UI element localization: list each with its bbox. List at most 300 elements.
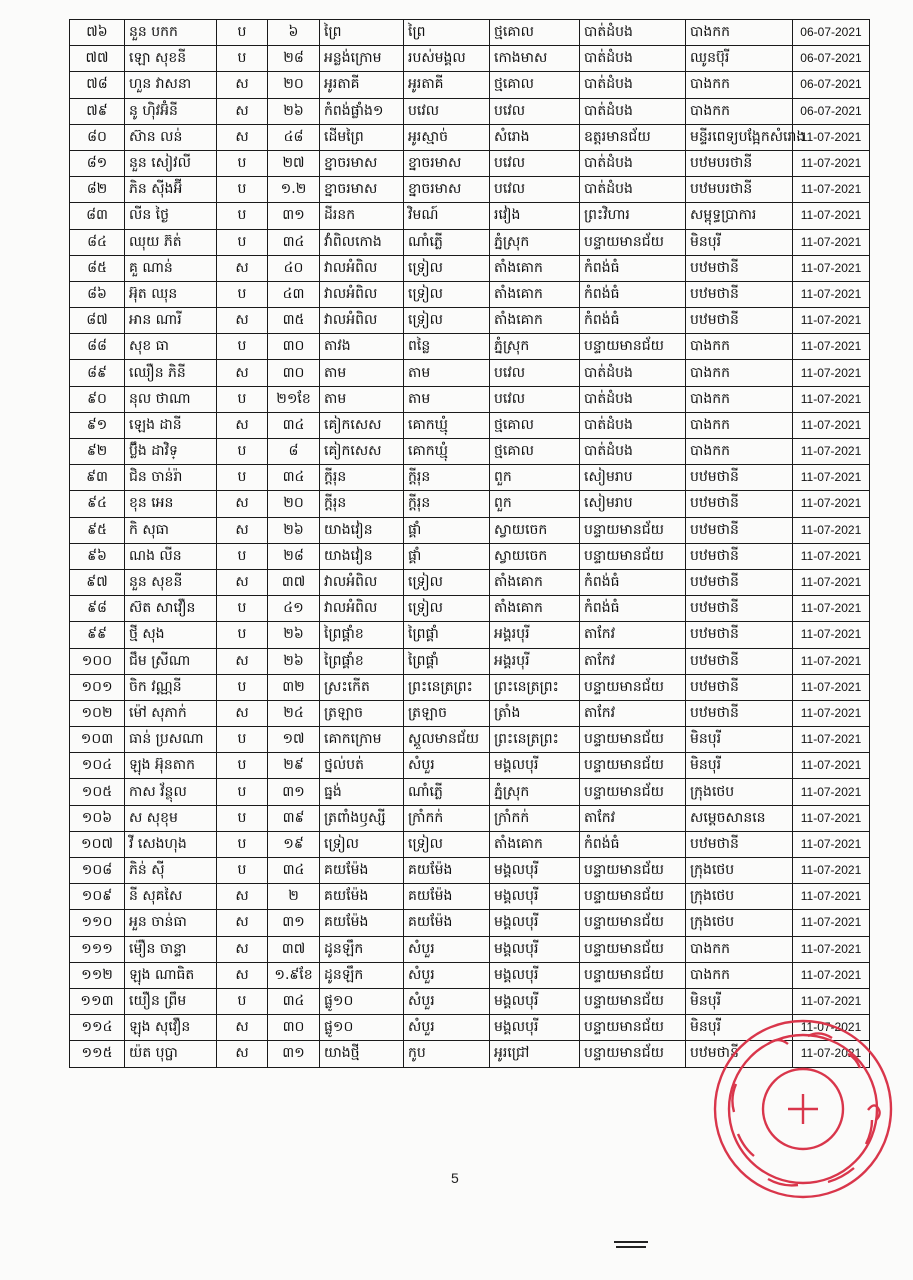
cell-sex: ប — [217, 753, 268, 779]
cell-province: កំពង់ធំ — [580, 831, 686, 857]
cell-commune: គោកឃ្មុំ — [404, 412, 490, 438]
cell-no: ៩៧ — [70, 569, 125, 595]
cell-age: ៣១ — [268, 1041, 320, 1067]
cell-health-center: ក្រុងថេប — [686, 779, 793, 805]
cell-village: វាលអំពិល — [320, 596, 404, 622]
cell-province: បន្ទាយមានជ័យ — [580, 858, 686, 884]
cell-age: ៣៥ — [268, 308, 320, 334]
cell-no: ៩៤ — [70, 491, 125, 517]
cell-village: ដីរនក — [320, 203, 404, 229]
cell-province: បន្ទាយមានជ័យ — [580, 779, 686, 805]
cell-district: មង្គលបុរី — [490, 858, 580, 884]
cell-district: ពួក — [490, 465, 580, 491]
cell-district: តាំងគោក — [490, 281, 580, 307]
cell-age: ២៧ — [268, 150, 320, 176]
cell-date: 11-07-2021 — [793, 988, 870, 1014]
cell-sex: ស — [217, 910, 268, 936]
cell-name: ភិន ស៊ីងអ៊ី — [125, 177, 217, 203]
cell-health-center: បឋមថានី — [686, 831, 793, 857]
cell-health-center: បាងកក — [686, 439, 793, 465]
cell-district: តាំងគោក — [490, 308, 580, 334]
cell-sex: ប — [217, 334, 268, 360]
cell-no: ៨៣ — [70, 203, 125, 229]
cell-health-center: បឋមថានី — [686, 281, 793, 307]
cell-district: កោងមាស — [490, 46, 580, 72]
cell-district: ថ្មគោល — [490, 72, 580, 98]
cell-district: ថ្មគោល — [490, 412, 580, 438]
cell-no: ៨១ — [70, 150, 125, 176]
cell-province: បាត់ដំបង — [580, 177, 686, 203]
cell-health-center: ឈូនប៊ុរី — [686, 46, 793, 72]
table-row — [70, 72, 870, 98]
cell-village: យាងវៀន — [320, 517, 404, 543]
cell-sex: ប — [217, 543, 268, 569]
table-row — [70, 936, 870, 962]
cell-date: 11-07-2021 — [793, 517, 870, 543]
cell-province: បាត់ដំបង — [580, 386, 686, 412]
cell-district: តាំងគោក — [490, 255, 580, 281]
cell-name: ភិន់ ស៊ី — [125, 858, 217, 884]
cell-sex: ប — [217, 622, 268, 648]
cell-name: នួន សៀវលី — [125, 150, 217, 176]
cell-village: ទ្រៀល — [320, 831, 404, 857]
cell-age: ១.២ — [268, 177, 320, 203]
cell-name: ហួន វាសនា — [125, 72, 217, 98]
cell-health-center: មិនបុរី — [686, 753, 793, 779]
cell-no: ៨៧ — [70, 308, 125, 334]
cell-province: តាកែវ — [580, 805, 686, 831]
cell-village: ត្រពាំងឫស្សី — [320, 805, 404, 831]
cell-no: ៩៣ — [70, 465, 125, 491]
cell-no: ៩៦ — [70, 543, 125, 569]
cell-district: បវេល — [490, 386, 580, 412]
cell-age: ៤១ — [268, 596, 320, 622]
table-row — [70, 517, 870, 543]
cell-health-center: បាងកក — [686, 360, 793, 386]
cell-province: បន្ទាយមានជ័យ — [580, 753, 686, 779]
table-row — [70, 622, 870, 648]
table-row — [70, 281, 870, 307]
cell-district: មង្គលបុរី — [490, 988, 580, 1014]
cell-health-center: បឋមថានី — [686, 674, 793, 700]
cell-name: នុល ថាណា — [125, 386, 217, 412]
cell-no: ១០៩ — [70, 884, 125, 910]
cell-province: បន្ទាយមានជ័យ — [580, 884, 686, 910]
cell-age: ២៦ — [268, 648, 320, 674]
cell-commune: ណាំភ្លើ — [404, 229, 490, 255]
cell-village: វាលអំពិល — [320, 569, 404, 595]
table-row — [70, 569, 870, 595]
cell-district: មង្គលបុរី — [490, 962, 580, 988]
cell-commune: អូរតាគី — [404, 72, 490, 98]
cell-village: គយម៉ែង — [320, 910, 404, 936]
cell-name: អួន ចាន់ធា — [125, 910, 217, 936]
cell-name: នី សុគសៃ — [125, 884, 217, 910]
cell-village: ព្រៃផ្គាំខ — [320, 622, 404, 648]
cell-no: ៧៧ — [70, 46, 125, 72]
table-row — [70, 596, 870, 622]
cell-commune: ផ្គាំ — [404, 517, 490, 543]
cell-sex: ប — [217, 46, 268, 72]
cell-commune: របស់មង្គល — [404, 46, 490, 72]
cell-date: 11-07-2021 — [793, 203, 870, 229]
cell-name: ឈុយ ភ៊ត់ — [125, 229, 217, 255]
cell-no: ៨៥ — [70, 255, 125, 281]
cell-district: ស្វាយចេក — [490, 543, 580, 569]
cell-no: ១១១ — [70, 936, 125, 962]
cell-age: ៦ — [268, 20, 320, 46]
cell-sex: ស — [217, 962, 268, 988]
cell-province: បាត់ដំបង — [580, 412, 686, 438]
table-row — [70, 988, 870, 1014]
cell-commune: សំបួរ — [404, 962, 490, 988]
cell-age: ៣៤ — [268, 988, 320, 1014]
cell-village: វាលអំពិល — [320, 255, 404, 281]
cell-date: 11-07-2021 — [793, 1015, 870, 1041]
cell-name: ម៉ៅ សុភាក់ — [125, 700, 217, 726]
cell-province: ព្រះវិហារ — [580, 203, 686, 229]
cell-age: ៣៩ — [268, 805, 320, 831]
cell-sex: ប — [217, 674, 268, 700]
cell-date: 11-07-2021 — [793, 962, 870, 988]
cell-province: កំពង់ធំ — [580, 308, 686, 334]
cell-health-center: មិនបុរី — [686, 727, 793, 753]
cell-health-center: ក្រុងថេប — [686, 884, 793, 910]
cell-province: បន្ទាយមានជ័យ — [580, 1015, 686, 1041]
cell-village: គៀកសេស — [320, 412, 404, 438]
cell-age: ៣៤ — [268, 229, 320, 255]
cell-date: 06-07-2021 — [793, 98, 870, 124]
cell-commune: ក្តីរុន — [404, 491, 490, 517]
cell-name: នួន សុខនី — [125, 569, 217, 595]
cell-age: ២៤ — [268, 700, 320, 726]
cell-health-center: មិនបុរី — [686, 229, 793, 255]
cell-commune: គោកឃ្មុំ — [404, 439, 490, 465]
cell-province: បន្ទាយមានជ័យ — [580, 962, 686, 988]
table-row — [70, 124, 870, 150]
cell-sex: ស — [217, 124, 268, 150]
cell-no: ៧៩ — [70, 98, 125, 124]
cell-health-center: បាងកក — [686, 20, 793, 46]
cell-district: តាំងគោក — [490, 569, 580, 595]
cell-date: 11-07-2021 — [793, 884, 870, 910]
cell-date: 11-07-2021 — [793, 936, 870, 962]
cell-age: ៣១ — [268, 910, 320, 936]
cell-date: 11-07-2021 — [793, 622, 870, 648]
cell-name: ឡោ សុខនី — [125, 46, 217, 72]
cell-commune: ទ្រៀល — [404, 596, 490, 622]
cell-commune: ស្គួលមានជ័យ — [404, 727, 490, 753]
cell-age: ២០ — [268, 491, 320, 517]
cell-province: តាកែវ — [580, 622, 686, 648]
cell-age: ២៨ — [268, 46, 320, 72]
table-row — [70, 203, 870, 229]
cell-commune: សំបួរ — [404, 753, 490, 779]
cell-age: ២៩ — [268, 753, 320, 779]
table-row — [70, 779, 870, 805]
cell-district: ពួក — [490, 491, 580, 517]
cell-date: 11-07-2021 — [793, 177, 870, 203]
cell-date: 06-07-2021 — [793, 20, 870, 46]
cell-health-center: មិនបុរី — [686, 1015, 793, 1041]
cell-name: ខុន អេន — [125, 491, 217, 517]
cell-no: ៩០ — [70, 386, 125, 412]
cell-date: 11-07-2021 — [793, 1041, 870, 1067]
cell-sex: ប — [217, 465, 268, 491]
cell-province: បន្ទាយមានជ័យ — [580, 674, 686, 700]
table-row — [70, 831, 870, 857]
cell-age: ៣៤ — [268, 465, 320, 491]
table-row — [70, 543, 870, 569]
cell-date: 11-07-2021 — [793, 543, 870, 569]
cell-village: ដើមព្រៃ — [320, 124, 404, 150]
cell-age: ៤៨ — [268, 124, 320, 150]
cell-no: ១១៥ — [70, 1041, 125, 1067]
cell-province: បាត់ដំបង — [580, 72, 686, 98]
cell-age: ៣១ — [268, 779, 320, 805]
cell-district: ថ្មគោល — [490, 20, 580, 46]
cell-village: ខ្នាចរមាស — [320, 150, 404, 176]
cell-province: តាកែវ — [580, 648, 686, 674]
cell-sex: ប — [217, 805, 268, 831]
cell-province: បន្ទាយមានជ័យ — [580, 988, 686, 1014]
cell-health-center: មិនបុរី — [686, 988, 793, 1014]
cell-no: ១១៣ — [70, 988, 125, 1014]
cell-health-center: បឋមថានី — [686, 569, 793, 595]
cell-age: ៣០ — [268, 1015, 320, 1041]
cell-district: បវេល — [490, 177, 580, 203]
cell-district: ស្វាយចេក — [490, 517, 580, 543]
table-row — [70, 360, 870, 386]
cell-district: អង្គរបុរី — [490, 648, 580, 674]
cell-no: ៨៨ — [70, 334, 125, 360]
table-row — [70, 884, 870, 910]
cell-date: 06-07-2021 — [793, 72, 870, 98]
cell-district: ព្រះនេត្រព្រះ — [490, 674, 580, 700]
cell-health-center: បឋមថានី — [686, 308, 793, 334]
page-number: 5 — [451, 1170, 459, 1186]
cell-date: 11-07-2021 — [793, 255, 870, 281]
cell-district: បវេល — [490, 360, 580, 386]
cell-date: 11-07-2021 — [793, 805, 870, 831]
cell-sex: ស — [217, 517, 268, 543]
table-row — [70, 753, 870, 779]
cell-name: យ៉ត បុប្ផា — [125, 1041, 217, 1067]
cell-no: ៨៦ — [70, 281, 125, 307]
cell-health-center: បឋមបរថានី — [686, 177, 793, 203]
cell-sex: ស — [217, 491, 268, 517]
cell-commune: គយម៉ែង — [404, 858, 490, 884]
cell-commune: សំបួរ — [404, 936, 490, 962]
cell-district: ព្រះនេត្រព្រះ — [490, 727, 580, 753]
cell-name: នូ ហ៊ិវអ៊ំនី — [125, 98, 217, 124]
cell-date: 11-07-2021 — [793, 439, 870, 465]
table-body — [70, 20, 870, 1068]
cell-district: មង្គលបុរី — [490, 753, 580, 779]
cell-village: ព្រៃ — [320, 20, 404, 46]
cell-village: តាម — [320, 360, 404, 386]
cell-sex: ប — [217, 439, 268, 465]
cell-date: 11-07-2021 — [793, 831, 870, 857]
cell-name: លីន ថ្ងៃ — [125, 203, 217, 229]
cell-sex: ប — [217, 779, 268, 805]
cell-sex: ប — [217, 203, 268, 229]
cell-date: 11-07-2021 — [793, 596, 870, 622]
cell-age: ៤០ — [268, 255, 320, 281]
cell-village: ខ្នាចរមាស — [320, 177, 404, 203]
cell-age: ៨ — [268, 439, 320, 465]
cell-no: ១០៧ — [70, 831, 125, 857]
cell-village: តាម — [320, 386, 404, 412]
cell-age: ១៧ — [268, 727, 320, 753]
cell-village: ក្តីរុន — [320, 491, 404, 517]
cell-sex: ប — [217, 727, 268, 753]
cases-table — [69, 19, 870, 1068]
cell-village: គៀកសេស — [320, 439, 404, 465]
cell-date: 06-07-2021 — [793, 46, 870, 72]
table-row — [70, 386, 870, 412]
cell-date: 11-07-2021 — [793, 700, 870, 726]
cell-commune: ទ្រៀល — [404, 281, 490, 307]
table-row — [70, 412, 870, 438]
cell-commune: បវេល — [404, 98, 490, 124]
cell-no: ១០៣ — [70, 727, 125, 753]
cell-no: ១០០ — [70, 648, 125, 674]
cell-age: ២១ខែ — [268, 386, 320, 412]
cell-sex: ស — [217, 360, 268, 386]
cell-village: អូរតាគី — [320, 72, 404, 98]
cell-province: បន្ទាយមានជ័យ — [580, 543, 686, 569]
cell-sex: ប — [217, 858, 268, 884]
cell-district: អូរជ្រៅ — [490, 1041, 580, 1067]
cell-commune: គយម៉ែង — [404, 884, 490, 910]
cell-sex: ស — [217, 1015, 268, 1041]
cell-commune: កូប — [404, 1041, 490, 1067]
cell-sex: ស — [217, 884, 268, 910]
cell-date: 11-07-2021 — [793, 308, 870, 334]
cell-province: កំពង់ធំ — [580, 255, 686, 281]
cell-age: ២ — [268, 884, 320, 910]
cell-no: ១១០ — [70, 910, 125, 936]
cell-district: ភ្នំស្រុក — [490, 779, 580, 805]
table-row — [70, 20, 870, 46]
cell-name: ឡេង ដានី — [125, 412, 217, 438]
cell-health-center: ក្រុងថេប — [686, 858, 793, 884]
cell-sex: ស — [217, 98, 268, 124]
cell-no: ៩៩ — [70, 622, 125, 648]
cell-village: ដូនឡឹក — [320, 962, 404, 988]
cell-sex: ប — [217, 596, 268, 622]
cell-name: ស សុខុម — [125, 805, 217, 831]
cell-commune: ទ្រៀល — [404, 569, 490, 595]
cell-health-center: បាងកក — [686, 936, 793, 962]
footer-mark-icon — [612, 1238, 652, 1252]
cell-province: បន្ទាយមានជ័យ — [580, 936, 686, 962]
cell-date: 11-07-2021 — [793, 465, 870, 491]
cell-sex: ស — [217, 700, 268, 726]
cell-name: ម៉ឿន ចាន្ទា — [125, 936, 217, 962]
cell-sex: ប — [217, 150, 268, 176]
cell-sex: ស — [217, 308, 268, 334]
cell-province: សៀមរាប — [580, 465, 686, 491]
cell-district: បវេល — [490, 98, 580, 124]
cell-village: តាវង — [320, 334, 404, 360]
cell-health-center: បឋមបរថានី — [686, 150, 793, 176]
cell-village: យាងថ្មី — [320, 1041, 404, 1067]
cell-village: វាលអំពិល — [320, 281, 404, 307]
cell-no: ១១២ — [70, 962, 125, 988]
cell-name: ជិន ចាន់រ៉ា — [125, 465, 217, 491]
cell-commune: វិមណ៍ — [404, 203, 490, 229]
cell-name: ឈឿន ភិនី — [125, 360, 217, 386]
cell-date: 11-07-2021 — [793, 779, 870, 805]
cell-health-center: បាងកក — [686, 962, 793, 988]
cell-health-center: បឋមថានី — [686, 491, 793, 517]
cell-province: បន្ទាយមានជ័យ — [580, 910, 686, 936]
cell-no: ១០៥ — [70, 779, 125, 805]
cell-sex: ប — [217, 386, 268, 412]
cell-age: ២៦ — [268, 517, 320, 543]
cell-commune: ខ្នាចរមាស — [404, 150, 490, 176]
cell-age: ៣៧ — [268, 936, 320, 962]
cell-village: ធ្នង់ — [320, 779, 404, 805]
cell-health-center: បឋមថានី — [686, 517, 793, 543]
cell-name: អាន ណារី — [125, 308, 217, 334]
cell-date: 11-07-2021 — [793, 386, 870, 412]
cell-sex: ស — [217, 1041, 268, 1067]
cell-village: គោកក្រោម — [320, 727, 404, 753]
cell-age: ៣៤ — [268, 858, 320, 884]
cell-village: អន្លង់ក្រោម — [320, 46, 404, 72]
cell-name: ស៊ាន លន់ — [125, 124, 217, 150]
table-row — [70, 98, 870, 124]
cell-province: បន្ទាយមានជ័យ — [580, 517, 686, 543]
cell-age: ១.៩ខែ — [268, 962, 320, 988]
cell-commune: ទ្រៀល — [404, 255, 490, 281]
cell-no: ៩៥ — [70, 517, 125, 543]
table-row — [70, 439, 870, 465]
cell-province: កំពង់ធំ — [580, 569, 686, 595]
cell-sex: ស — [217, 569, 268, 595]
cell-no: ៨២ — [70, 177, 125, 203]
cell-district: ថ្មគោល — [490, 439, 580, 465]
cell-date: 11-07-2021 — [793, 229, 870, 255]
cell-commune: ត្រឡាច — [404, 700, 490, 726]
cell-sex: ស — [217, 72, 268, 98]
cell-village: កំពង់ផ្លាំង១ — [320, 98, 404, 124]
cell-commune: ព្រះនេត្រព្រះ — [404, 674, 490, 700]
cell-name: ប៊្លឹង ដាវិទ្ — [125, 439, 217, 465]
cell-age: ៣៤ — [268, 412, 320, 438]
cell-no: ១០៨ — [70, 858, 125, 884]
cell-no: ១១៤ — [70, 1015, 125, 1041]
cell-province: បាត់ដំបង — [580, 360, 686, 386]
cell-district: អង្គរបុរី — [490, 622, 580, 648]
cell-village: ស្រះកើត — [320, 674, 404, 700]
cell-age: ៣៧ — [268, 569, 320, 595]
cell-age: ៤៣ — [268, 281, 320, 307]
cell-district: រវៀង — [490, 203, 580, 229]
cell-province: បាត់ដំបង — [580, 46, 686, 72]
cell-province: តាកែវ — [580, 700, 686, 726]
table-row — [70, 648, 870, 674]
cell-health-center: ក្រុងថេប — [686, 910, 793, 936]
cell-name: ចិក វណ្ណនី — [125, 674, 217, 700]
cell-sex: ស — [217, 936, 268, 962]
cell-commune: ពន្លៃ — [404, 334, 490, 360]
cell-date: 11-07-2021 — [793, 648, 870, 674]
cell-health-center: សម្ពុទ្ធប្រាការ — [686, 203, 793, 229]
